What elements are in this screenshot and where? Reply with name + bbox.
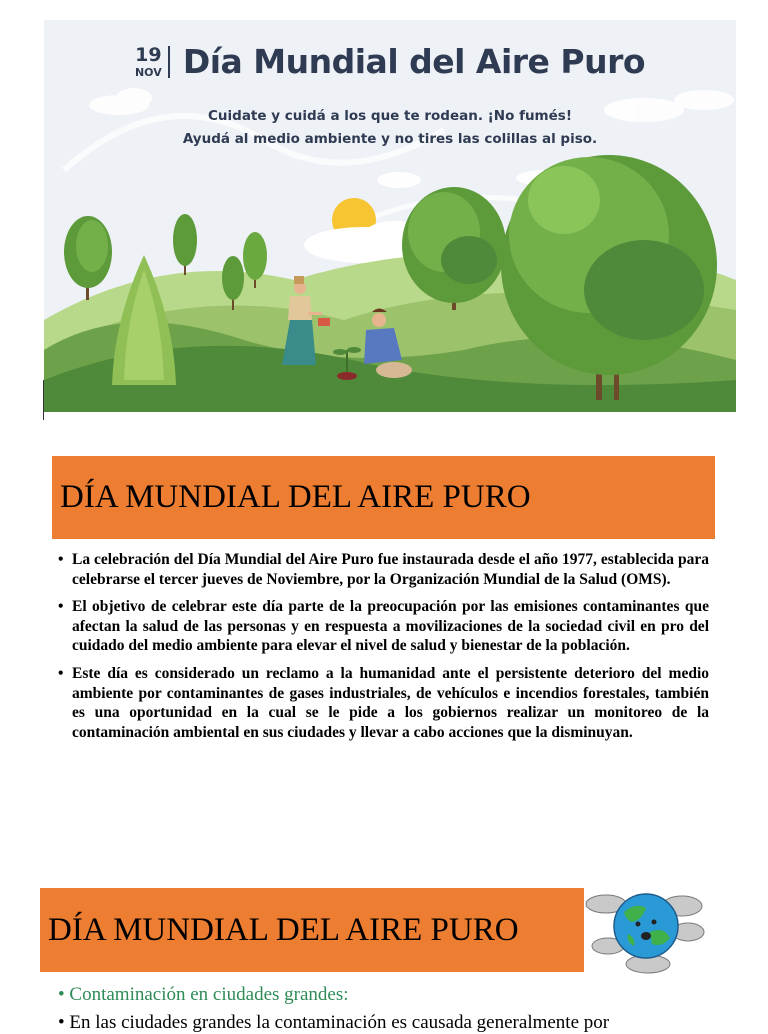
date-badge <box>134 43 170 79</box>
date-month: NOV <box>134 65 162 79</box>
slide2-bullet-text: Contaminación en ciudades grandes: <box>69 984 349 1005</box>
slide1-heading: DÍA MUNDIAL DEL AIRE PURO <box>52 456 715 539</box>
slide2-partial-line: • En las ciudades grandes la contaminación es causada generalmente por <box>58 1012 610 1033</box>
list-item: • La celebración del Día Mundial del Aire Puro fue instaurada desde el año 1977, establecida para celebrarse el tercer jueves de Noviembre, por la Organización Mundial de la Salud (OMS). <box>58 550 709 589</box>
banner-header <box>44 42 736 81</box>
banner-illustration <box>44 20 736 412</box>
banner-subtitle-2: Ayudá al medio ambiente y no tires las colillas al piso. <box>182 131 598 147</box>
slide2-bullet: • Contaminación en ciudades grandes: <box>58 984 349 1005</box>
list-item: • Este día es considerado un reclamo a la humanidad ante el persistente deterioro del medio ambiente por contaminantes de gases industriales, de vehículos e incendios forestales, también es una oportunidad en la cual se le pide a los gobiernos realizar un monitoreo de la contaminación ambiental en sus ciudades y llevar a cabo acciones que la disminuyan. <box>58 664 709 742</box>
banner-subtitle-1: Cuidate y cuidá a los que te rodean. ¡No fumés! <box>208 108 572 124</box>
slide1-bullet-list <box>58 550 709 750</box>
slide2-heading: DÍA MUNDIAL DEL AIRE PURO <box>40 888 584 972</box>
list-item: • El objetivo de celebrar este día parte de la preocupación por las emisiones contaminantes que afectan la salud de las personas y en respuesta a movilizaciones de la sociedad civil en pro del cuidado del medio ambiente para elevar el nivel de salud y bienestar de la población. <box>58 597 709 656</box>
earth-icon <box>584 882 706 974</box>
date-day: 19 <box>135 43 162 66</box>
divider <box>43 380 44 420</box>
banner-title: Día Mundial del Aire Puro <box>182 42 646 81</box>
